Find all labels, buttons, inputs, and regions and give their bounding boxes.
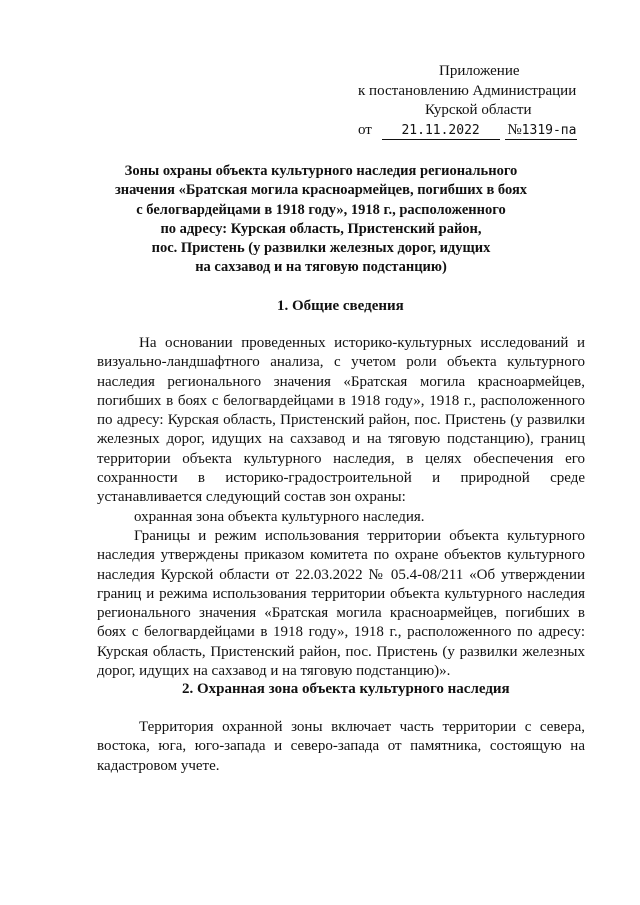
- appendix-date-number: [340, 121, 590, 141]
- section-1-heading: 1. Общие сведения: [277, 298, 404, 314]
- resolution-number: 1319-па: [521, 122, 577, 138]
- resolution-date: 21.11.2022: [382, 123, 500, 140]
- text-line: Границы и режим использования территории объекта культурного: [134, 527, 585, 544]
- text-line: кадастровом учете.: [97, 757, 220, 774]
- appendix-title: Приложение: [439, 63, 520, 79]
- text-line: железных дорог, идущих на сахзавод и на тяговую подстанцию), границ: [97, 431, 585, 448]
- number-label: №: [507, 121, 522, 138]
- text-line: Территория охранной зоны включает часть территории с севера,: [139, 719, 585, 735]
- title-line: Зоны охраны объекта культурного наследия регионального: [124, 163, 518, 179]
- section-2-body: [97, 718, 585, 776]
- title-line: с белогвардейцами в 1918 году», 1918 г., расположенного: [136, 201, 506, 218]
- text-line: погибших в боях с белогвардейцами в 1918 году», 1918 г., расположенного: [97, 392, 585, 409]
- document-title: [100, 162, 542, 278]
- text-line: дорог, идущих на сахзавод и на тяговую подстанцию)».: [97, 663, 451, 680]
- text-line: сохранности в историко-градостроительной и природной среде: [97, 470, 585, 487]
- resolution-number-field: [505, 122, 577, 140]
- text-line: по адресу: Курская область, Пристенский район, пос. Пристень (у развилки: [97, 412, 585, 429]
- title-line: пос. Пристень (у развилки железных дорог, идущих: [151, 240, 491, 257]
- appendix-block: [340, 62, 590, 140]
- appendix-resolution: к постановлению Администрации: [358, 82, 577, 99]
- text-line: охранная зона объекта культурного наследия.: [134, 508, 425, 525]
- section-1-body: [97, 334, 585, 681]
- text-line: На основании проведенных историко-культурных исследований и: [139, 335, 585, 351]
- title-line: по адресу: Курская область, Пристенский район,: [160, 220, 482, 237]
- text-line: визуально-ландшафтного анализа, с учетом роли объекта культурного: [97, 354, 585, 371]
- text-line: наследия утверждены приказом комитета по охране объектов культурного: [97, 547, 585, 564]
- text-line: территории объекта культурного наследия, в целях обеспечения его: [97, 450, 585, 467]
- text-line: Курская область, Пристенский район, пос. Пристень (у развилки железных: [97, 643, 585, 660]
- text-line: границ и режима использования территории объекта культурного наследия: [97, 585, 585, 602]
- text-line: наследия регионального значения «Братская могила красноармейцев,: [97, 373, 585, 390]
- text-line: устанавливается следующий состав зон охраны:: [97, 489, 406, 506]
- section-2-heading: 2. Охранная зона объекта культурного наследия: [182, 681, 510, 697]
- title-line: значения «Братская могила красноармейцев, погибших в боях: [114, 182, 528, 199]
- text-line: боях с белогвардейцами в 1918 году», 1918 г., расположенного по адресу:: [97, 624, 585, 641]
- appendix-region: Курской области: [425, 102, 532, 118]
- from-label: от: [358, 121, 372, 138]
- text-line: наследия Курской области от 22.03.2022 № 05.4-08/211 «Об утверждении: [97, 566, 585, 583]
- text-line: востока, юга, юго-запада и северо-запада от памятника, состоящую на: [97, 738, 585, 755]
- text-line: регионального значения «Братская могила красноармейцев, погибших в: [97, 605, 585, 622]
- title-line: на сахзавод и на тяговую подстанцию): [195, 259, 447, 276]
